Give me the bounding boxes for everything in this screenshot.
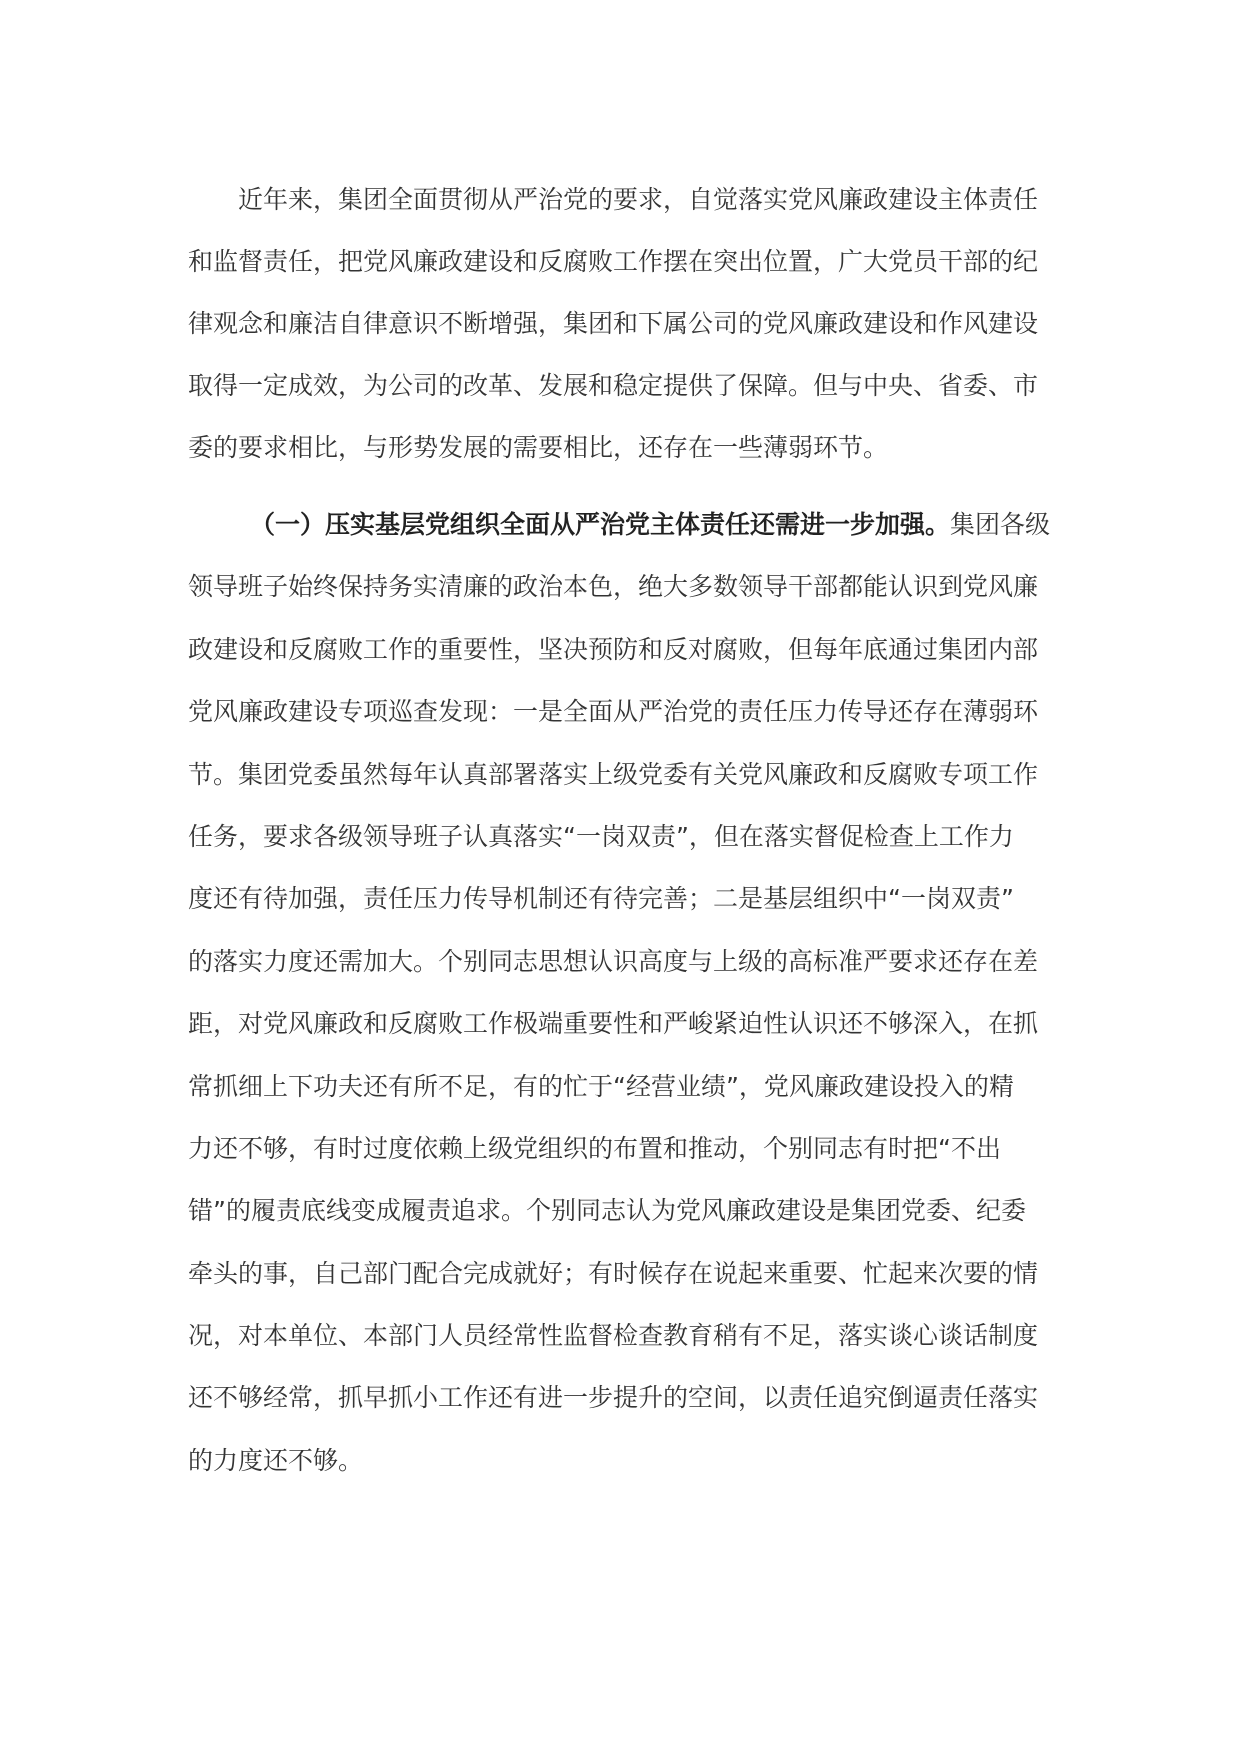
paragraph-line: 和监督责任，把党风廉政建设和反腐败工作摆在突出位置，广大党员干部的纪	[188, 247, 1039, 276]
section-first-line	[188, 494, 1052, 556]
paragraph-line: 度还有待加强，责任压力传导机制还有待完善；二是基层组织中“一岗双责”	[188, 884, 1014, 914]
paragraph-line: 的落实力度还需加大。个别同志思想认识高度与上级的高标准严要求还存在差	[188, 946, 1039, 976]
paragraph-line: 任务，要求各级领导班子认真落实“一岗双责”，但在落实督促检查上工作力	[188, 821, 1014, 851]
section-one-paragraph	[188, 494, 1052, 1492]
paragraph-line: 错”的履责底线变成履责追求。个别同志认为党风廉政建设是集团党委、纪委	[188, 1196, 1026, 1226]
paragraph-line: 律观念和廉洁自律意识不断增强，集团和下属公司的党风廉政建设和作风建设	[188, 309, 1039, 338]
paragraph-line: 党风廉政建设专项巡查发现：一是全面从严治党的责任压力传导还存在薄弱环	[188, 697, 1039, 727]
paragraph-line: 还不够经常，抓早抓小工作还有进一步提升的空间，以责任追究倒逼责任落实	[188, 1383, 1039, 1413]
section-first-line-tail: 集团各级	[950, 510, 1051, 539]
paragraph-line: 距，对党风廉政和反腐败工作极端重要性和严峻紧迫性认识还不够深入，在抓	[188, 1009, 1039, 1039]
paragraph-line: 节。集团党委虽然每年认真部署落实上级党委有关党风廉政和反腐败专项工作	[188, 759, 1039, 789]
intro-paragraph	[188, 169, 1052, 479]
paragraph-line: 力还不够，有时过度依赖上级党组织的布置和推动，个别同志有时把“不出	[188, 1133, 1001, 1163]
paragraph-line: 领导班子始终保持务实清廉的政治本色，绝大多数领导干部都能认识到党风廉	[188, 572, 1039, 602]
section-heading: （一）压实基层党组织全面从严治党主体责任还需进一步加强。	[250, 510, 951, 539]
paragraph-line: 取得一定成效，为公司的改革、发展和稳定提供了保障。但与中央、省委、市	[188, 371, 1039, 400]
paragraph-line: 常抓细上下功夫还有所不足，有的忙于“经营业绩”，党风廉政建设投入的精	[188, 1071, 1014, 1101]
paragraph-line: 的力度还不够。	[188, 1445, 364, 1475]
paragraph-line: 委的要求相比，与形势发展的需要相比，还存在一些薄弱环节。	[188, 433, 889, 462]
paragraph-line: 近年来，集团全面贯彻从严治党的要求，自觉落实党风廉政建设主体责任	[238, 185, 1039, 214]
paragraph-line: 政建设和反腐败工作的重要性，坚决预防和反对腐败，但每年底通过集团内部	[188, 634, 1039, 664]
paragraph-line: 牵头的事，自己部门配合完成就好；有时候存在说起来重要、忙起来次要的情	[188, 1258, 1039, 1288]
paragraph-line: 况，对本单位、本部门人员经常性监督检查教育稍有不足，落实谈心谈话制度	[188, 1321, 1039, 1351]
